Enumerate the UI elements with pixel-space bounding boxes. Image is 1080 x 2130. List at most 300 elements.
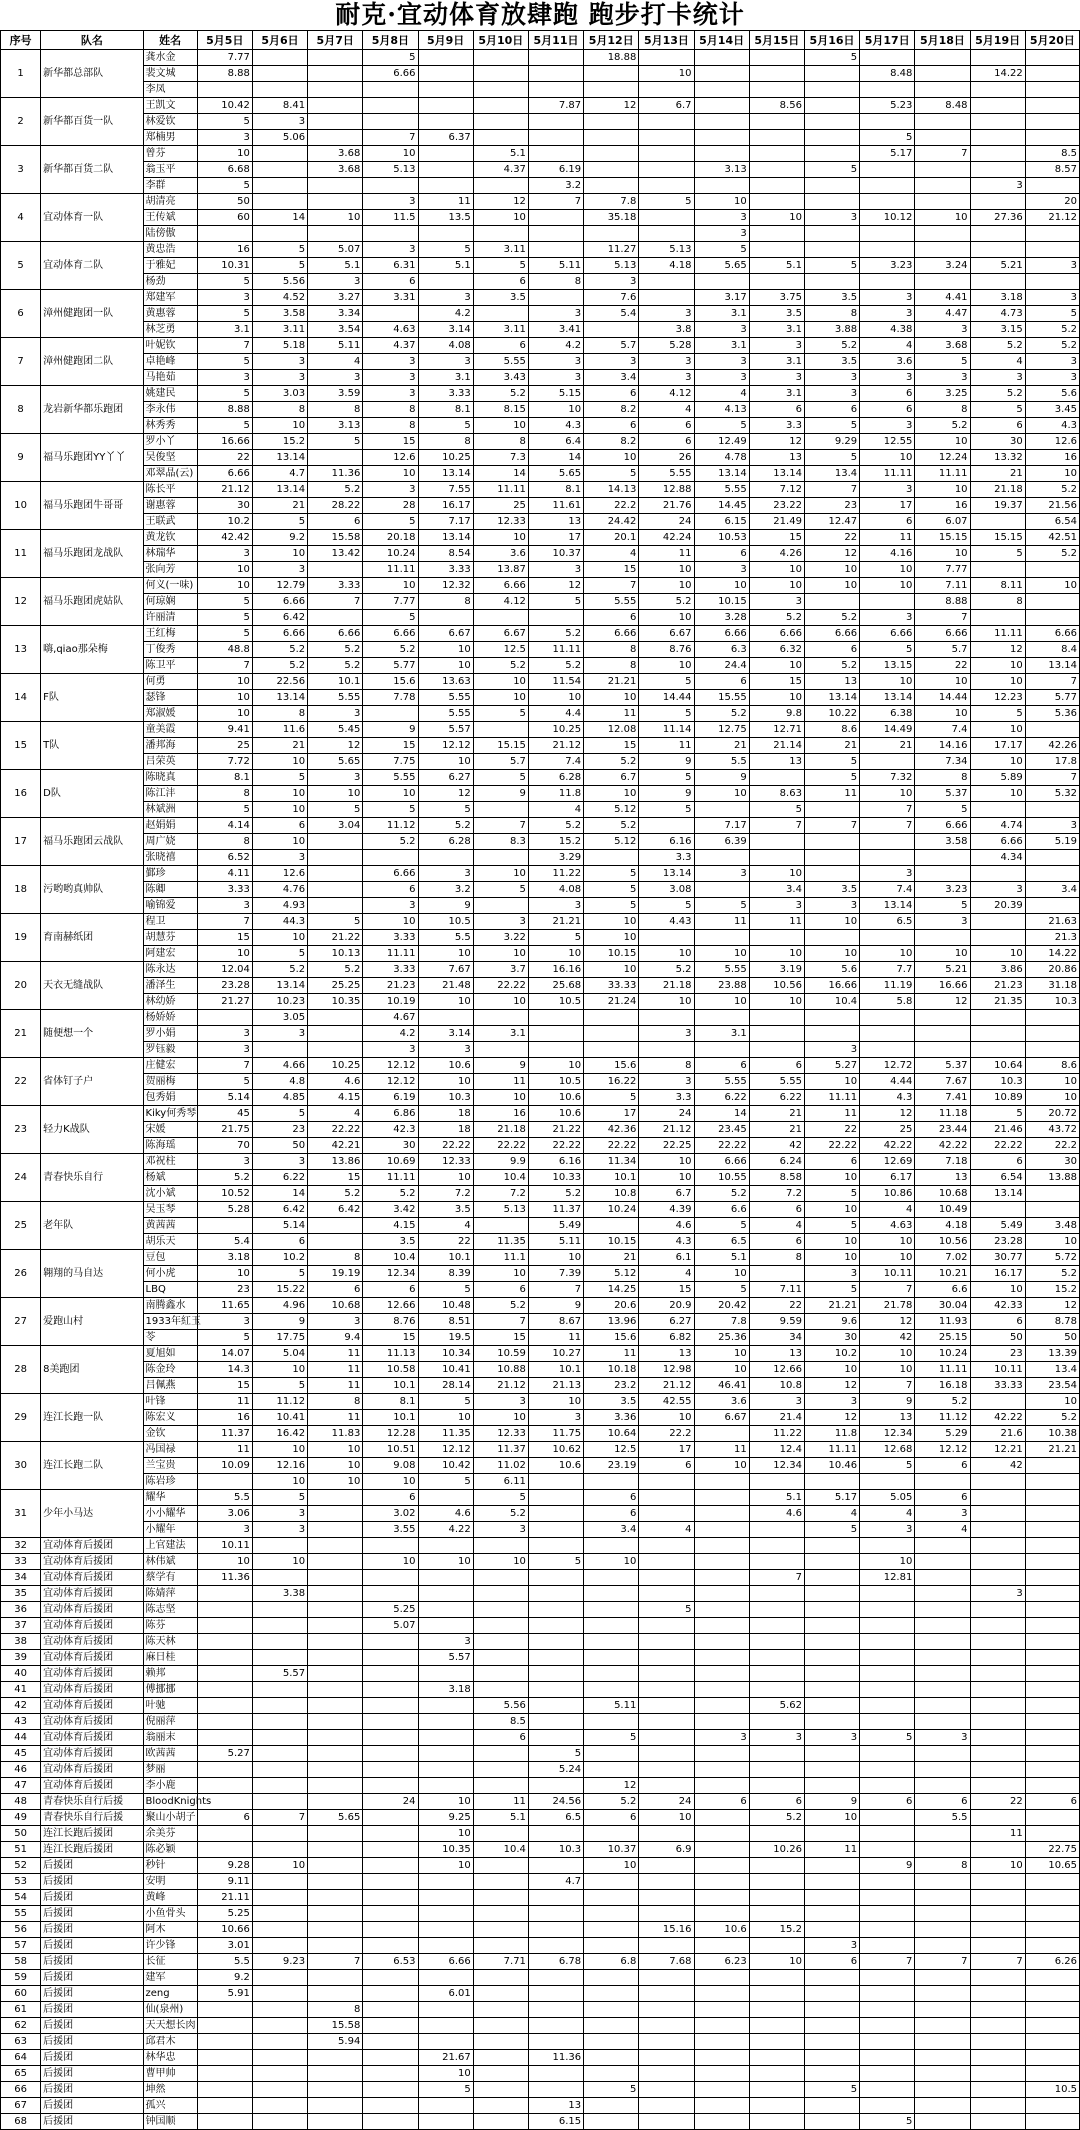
distance-cell: 5.2 [749, 610, 804, 626]
distance-cell: 9.11 [197, 1874, 252, 1890]
distance-cell [363, 1586, 418, 1602]
distance-cell [970, 1570, 1025, 1586]
distance-cell: 3.5 [418, 1202, 473, 1218]
distance-cell [528, 2066, 583, 2082]
runner-name: 聚山小胡子 [143, 1810, 197, 1826]
distance-cell [639, 146, 694, 162]
distance-cell: 22.22 [528, 1138, 583, 1154]
distance-cell [1025, 1458, 1079, 1474]
team-name: 随便想一个 [41, 1010, 143, 1058]
distance-cell [584, 2002, 639, 2018]
distance-cell: 3 [197, 1154, 252, 1170]
distance-cell [584, 1042, 639, 1058]
distance-cell [473, 1650, 528, 1666]
distance-cell: 16 [1025, 450, 1079, 466]
distance-cell: 5 [804, 754, 859, 770]
distance-cell: 12.08 [584, 722, 639, 738]
runner-name: 庄健宏 [143, 1058, 197, 1074]
runner-name: 张晓禧 [143, 850, 197, 866]
distance-cell: 10 [473, 994, 528, 1010]
distance-cell: 8.88 [197, 66, 252, 82]
distance-cell [1025, 1538, 1079, 1554]
distance-cell [584, 1922, 639, 1938]
distance-cell: 5 [639, 898, 694, 914]
distance-cell: 30.04 [915, 1298, 970, 1314]
distance-cell: 3 [749, 1394, 804, 1410]
distance-cell [860, 834, 915, 850]
distance-cell [694, 1042, 749, 1058]
runner-name: 郑淑媛 [143, 706, 197, 722]
distance-cell: 5 [749, 802, 804, 818]
distance-cell [1025, 1714, 1079, 1730]
distance-cell: 11.36 [197, 1570, 252, 1586]
distance-cell: 11 [473, 1794, 528, 1810]
distance-cell [915, 1986, 970, 2002]
distance-cell [473, 130, 528, 146]
distance-cell: 14.07 [197, 1346, 252, 1362]
distance-cell: 3 [363, 386, 418, 402]
distance-cell: 10 [860, 450, 915, 466]
table-row [1, 1410, 1080, 1426]
runner-name: 陆傍傲 [143, 226, 197, 242]
distance-cell: 10 [528, 1394, 583, 1410]
table-row [1, 1986, 1080, 2002]
distance-cell [1025, 1922, 1079, 1938]
distance-cell: 7.11 [749, 1282, 804, 1298]
distance-cell [639, 1874, 694, 1890]
distance-cell: 10.37 [528, 546, 583, 562]
distance-cell: 6 [584, 1810, 639, 1826]
distance-cell: 44.3 [252, 914, 307, 930]
distance-cell: 3 [860, 418, 915, 434]
row-number: 36 [1, 1602, 41, 1618]
distance-cell [418, 2034, 473, 2050]
distance-cell [252, 1986, 307, 2002]
distance-cell: 10.15 [694, 594, 749, 610]
distance-cell: 5.57 [418, 1650, 473, 1666]
distance-cell: 10 [639, 66, 694, 82]
distance-cell: 10.42 [197, 98, 252, 114]
distance-cell [915, 1682, 970, 1698]
distance-cell [694, 1698, 749, 1714]
distance-cell: 9 [860, 1394, 915, 1410]
distance-cell: 10.1 [363, 1378, 418, 1394]
distance-cell: 10 [804, 1202, 859, 1218]
distance-cell: 42.22 [860, 1138, 915, 1154]
distance-cell: 10.56 [915, 1234, 970, 1250]
distance-cell: 8.1 [363, 1394, 418, 1410]
distance-cell: 3.5 [749, 306, 804, 322]
distance-cell: 10 [749, 866, 804, 882]
distance-cell [308, 1922, 363, 1938]
distance-cell: 3 [308, 770, 363, 786]
distance-cell [749, 162, 804, 178]
distance-cell: 11 [749, 914, 804, 930]
distance-cell: 5.65 [694, 258, 749, 274]
distance-cell [308, 1602, 363, 1618]
distance-cell: 5 [197, 386, 252, 402]
distance-cell [363, 1762, 418, 1778]
distance-cell [584, 2098, 639, 2114]
distance-cell: 6 [584, 1490, 639, 1506]
team-name: 漳州健跑团二队 [41, 338, 143, 386]
distance-cell: 5.13 [639, 242, 694, 258]
distance-cell: 13.14 [252, 450, 307, 466]
distance-cell: 8 [308, 402, 363, 418]
distance-cell: 4 [528, 802, 583, 818]
team-name: 宜动体育二队 [41, 242, 143, 290]
distance-cell: 3 [252, 562, 307, 578]
distance-cell [915, 1042, 970, 1058]
distance-cell [197, 2082, 252, 2098]
distance-cell [418, 1762, 473, 1778]
distance-cell: 6.5 [860, 914, 915, 930]
distance-cell: 50 [197, 194, 252, 210]
distance-cell: 12 [528, 578, 583, 594]
distance-cell [252, 1970, 307, 1986]
distance-cell: 10 [418, 1858, 473, 1874]
distance-cell: 5 [418, 1282, 473, 1298]
distance-cell: 4 [915, 1522, 970, 1538]
runner-name: 邱君木 [143, 2034, 197, 2050]
distance-cell: 22.22 [804, 1138, 859, 1154]
distance-cell: 15 [584, 738, 639, 754]
distance-cell: 42.55 [639, 1394, 694, 1410]
distance-cell: 6.66 [1025, 626, 1079, 642]
distance-cell: 5.07 [363, 1618, 418, 1634]
distance-cell: 10.58 [363, 1362, 418, 1378]
distance-cell: 3 [694, 1730, 749, 1746]
distance-cell: 17 [528, 530, 583, 546]
distance-cell: 11.36 [528, 2050, 583, 2066]
distance-cell: 20.18 [363, 530, 418, 546]
distance-cell: 3 [1025, 290, 1079, 306]
distance-cell: 18 [418, 1122, 473, 1138]
distance-cell: 5.55 [639, 466, 694, 482]
runner-name: 李小鹿 [143, 1778, 197, 1794]
table-row [1, 1202, 1080, 1218]
distance-cell [473, 2114, 528, 2130]
distance-cell: 5 [197, 354, 252, 370]
distance-cell: 6 [915, 1490, 970, 1506]
distance-cell [252, 1890, 307, 1906]
distance-cell [804, 1618, 859, 1634]
table-row [1, 1170, 1080, 1186]
distance-cell: 3.33 [363, 962, 418, 978]
distance-cell [749, 1618, 804, 1634]
distance-cell [418, 1618, 473, 1634]
distance-cell: 10 [418, 994, 473, 1010]
distance-cell: 21 [694, 738, 749, 754]
distance-cell: 13 [915, 1170, 970, 1186]
distance-cell [473, 1906, 528, 1922]
distance-cell: 15 [473, 1330, 528, 1346]
distance-cell: 4.11 [197, 866, 252, 882]
distance-cell [363, 1570, 418, 1586]
distance-cell [915, 2002, 970, 2018]
distance-cell: 9.08 [363, 1458, 418, 1474]
distance-cell: 6 [804, 402, 859, 418]
team-name: T队 [41, 722, 143, 770]
distance-cell [1025, 1698, 1079, 1714]
distance-cell [1025, 178, 1079, 194]
distance-cell: 8 [308, 2002, 363, 2018]
distance-cell: 5 [970, 546, 1025, 562]
distance-cell [418, 1490, 473, 1506]
row-number: 53 [1, 1874, 41, 1890]
table-row [1, 2098, 1080, 2114]
distance-cell [584, 850, 639, 866]
distance-cell: 5.28 [197, 1202, 252, 1218]
distance-cell [749, 1634, 804, 1650]
distance-cell: 30.77 [970, 1250, 1025, 1266]
team-name: 龙岩新华都乐跑团 [41, 386, 143, 434]
distance-cell: 8 [915, 770, 970, 786]
distance-cell: 11 [308, 1362, 363, 1378]
distance-cell: 5 [639, 1602, 694, 1618]
table-row [1, 1426, 1080, 1442]
distance-cell [528, 1890, 583, 1906]
distance-cell [308, 1618, 363, 1634]
column-header: 5月9日 [418, 31, 473, 50]
distance-cell: 10 [639, 578, 694, 594]
distance-cell: 6.5 [528, 1810, 583, 1826]
runner-name: BloodKnights [143, 1794, 197, 1810]
distance-cell: 3.17 [694, 290, 749, 306]
distance-cell: 5.11 [584, 1698, 639, 1714]
distance-cell: 5.2 [308, 1186, 363, 1202]
distance-cell: 8.6 [1025, 1058, 1079, 1074]
distance-cell: 5.36 [1025, 706, 1079, 722]
distance-cell: 3.88 [804, 322, 859, 338]
distance-cell [197, 1010, 252, 1026]
distance-cell: 7 [308, 594, 363, 610]
distance-cell [363, 1698, 418, 1714]
table-row [1, 1890, 1080, 1906]
distance-cell [528, 1618, 583, 1634]
team-name: 宜动体育后援团 [41, 1698, 143, 1714]
distance-cell [252, 178, 307, 194]
table-row [1, 1122, 1080, 1138]
table-row [1, 1314, 1080, 1330]
distance-cell: 5 [197, 1330, 252, 1346]
team-name: 宜动体育后援团 [41, 1746, 143, 1762]
distance-cell: 10 [363, 578, 418, 594]
distance-cell: 3.4 [584, 370, 639, 386]
distance-cell [694, 850, 749, 866]
team-name: 宜动体育后援团 [41, 1554, 143, 1570]
table-row [1, 578, 1080, 594]
distance-cell: 13 [749, 754, 804, 770]
team-name: F队 [41, 674, 143, 722]
distance-cell: 3 [363, 242, 418, 258]
distance-cell: 6.67 [418, 626, 473, 642]
distance-cell: 5.2 [363, 834, 418, 850]
distance-cell [970, 1778, 1025, 1794]
distance-cell: 21.35 [970, 994, 1025, 1010]
row-number: 7 [1, 338, 41, 386]
distance-cell: 10 [749, 210, 804, 226]
distance-cell: 3.68 [308, 146, 363, 162]
distance-cell: 5 [252, 946, 307, 962]
distance-cell [694, 1474, 749, 1490]
distance-cell: 4.2 [363, 1026, 418, 1042]
distance-cell: 3 [639, 354, 694, 370]
distance-cell: 12.88 [639, 482, 694, 498]
distance-cell: 10 [860, 946, 915, 962]
distance-cell [804, 1746, 859, 1762]
distance-cell: 6 [749, 1794, 804, 1810]
distance-cell [1025, 562, 1079, 578]
row-number: 44 [1, 1730, 41, 1746]
distance-cell [804, 1714, 859, 1730]
distance-cell: 5.2 [915, 1394, 970, 1410]
distance-cell: 46.41 [694, 1378, 749, 1394]
runner-name: 梦丽 [143, 1762, 197, 1778]
distance-cell: 13.5 [418, 210, 473, 226]
distance-cell: 8.5 [1025, 146, 1079, 162]
row-number: 59 [1, 1970, 41, 1986]
distance-cell: 10.68 [308, 1298, 363, 1314]
distance-cell [1025, 1202, 1079, 1218]
distance-cell: 3.38 [252, 1586, 307, 1602]
row-number: 65 [1, 2066, 41, 2082]
row-number: 26 [1, 1250, 41, 1298]
distance-cell: 23.88 [694, 978, 749, 994]
distance-cell: 19.5 [418, 1330, 473, 1346]
distance-cell [308, 1666, 363, 1682]
distance-cell: 5 [639, 194, 694, 210]
distance-cell: 3 [915, 914, 970, 930]
distance-cell [473, 226, 528, 242]
distance-cell: 4 [584, 546, 639, 562]
distance-cell: 10 [197, 706, 252, 722]
distance-cell: 6 [584, 610, 639, 626]
distance-cell: 5 [804, 770, 859, 786]
distance-cell: 10 [860, 674, 915, 690]
distance-cell: 4 [639, 402, 694, 418]
distance-cell: 12 [860, 1106, 915, 1122]
distance-cell: 10.11 [197, 1538, 252, 1554]
distance-cell [252, 1634, 307, 1650]
distance-cell: 42.24 [639, 530, 694, 546]
distance-cell: 10 [915, 706, 970, 722]
distance-cell [473, 1538, 528, 1554]
distance-cell: 5.21 [915, 962, 970, 978]
distance-cell [252, 162, 307, 178]
table-row [1, 1234, 1080, 1250]
distance-cell: 5.1 [473, 146, 528, 162]
distance-cell: 5 [584, 2082, 639, 2098]
distance-cell: 11.13 [363, 1346, 418, 1362]
distance-cell: 5 [308, 434, 363, 450]
distance-cell: 6 [308, 514, 363, 530]
row-number: 31 [1, 1490, 41, 1538]
distance-cell [804, 146, 859, 162]
distance-cell: 13.86 [308, 1154, 363, 1170]
distance-cell: 42.51 [1025, 530, 1079, 546]
distance-cell [584, 114, 639, 130]
distance-cell [584, 1026, 639, 1042]
distance-cell [860, 1618, 915, 1634]
table-row [1, 1922, 1080, 1938]
row-number: 3 [1, 146, 41, 194]
distance-cell: 10 [694, 994, 749, 1010]
table-row [1, 978, 1080, 994]
distance-cell: 9 [804, 1794, 859, 1810]
table-row [1, 530, 1080, 546]
distance-cell [804, 1906, 859, 1922]
distance-cell [418, 1938, 473, 1954]
distance-cell [473, 1858, 528, 1874]
distance-cell [860, 1906, 915, 1922]
distance-cell: 3 [197, 898, 252, 914]
row-number: 60 [1, 1986, 41, 2002]
distance-cell [1025, 1570, 1079, 1586]
distance-cell: 12.34 [860, 1426, 915, 1442]
distance-cell: 12.4 [749, 1442, 804, 1458]
distance-cell: 3 [639, 370, 694, 386]
distance-cell: 11.61 [528, 498, 583, 514]
distance-cell: 10 [639, 1154, 694, 1170]
runner-name: 郑楠男 [143, 130, 197, 146]
distance-cell: 7.32 [860, 770, 915, 786]
distance-cell: 22.75 [1025, 1842, 1079, 1858]
distance-cell: 3 [749, 594, 804, 610]
distance-cell: 6.42 [252, 610, 307, 626]
distance-cell: 12.66 [749, 1362, 804, 1378]
column-header: 5月14日 [694, 31, 749, 50]
distance-cell: 21.12 [639, 1122, 694, 1138]
distance-cell [970, 1730, 1025, 1746]
distance-cell: 21.46 [970, 1122, 1025, 1138]
row-number: 48 [1, 1794, 41, 1810]
distance-cell [308, 1538, 363, 1554]
distance-cell: 21.12 [473, 1378, 528, 1394]
distance-cell: 21.18 [473, 1122, 528, 1138]
distance-cell: 11.5 [363, 210, 418, 226]
team-name: 新华都总部队 [41, 50, 143, 98]
distance-cell: 25.15 [915, 1330, 970, 1346]
distance-cell [308, 1970, 363, 1986]
distance-cell: 6.42 [308, 1202, 363, 1218]
table-row [1, 66, 1080, 82]
distance-cell: 5.28 [639, 338, 694, 354]
distance-cell: 8.48 [915, 98, 970, 114]
distance-cell [528, 1474, 583, 1490]
distance-cell [804, 1698, 859, 1714]
distance-cell: 7 [804, 818, 859, 834]
distance-cell: 5.13 [584, 258, 639, 274]
runner-name: 倪丽萍 [143, 1714, 197, 1730]
distance-cell: 3.14 [418, 322, 473, 338]
distance-cell: 6.66 [584, 626, 639, 642]
distance-cell [694, 1746, 749, 1762]
distance-cell: 5 [860, 2114, 915, 2130]
distance-cell: 6 [970, 418, 1025, 434]
distance-cell [639, 1986, 694, 2002]
distance-cell [860, 1874, 915, 1890]
distance-cell [639, 178, 694, 194]
distance-cell [860, 1586, 915, 1602]
distance-cell [749, 1602, 804, 1618]
distance-cell [584, 2050, 639, 2066]
distance-cell [363, 226, 418, 242]
distance-cell [694, 2050, 749, 2066]
distance-cell: 10.52 [197, 1186, 252, 1202]
distance-cell: 3 [252, 1026, 307, 1042]
distance-cell: 22 [749, 1298, 804, 1314]
